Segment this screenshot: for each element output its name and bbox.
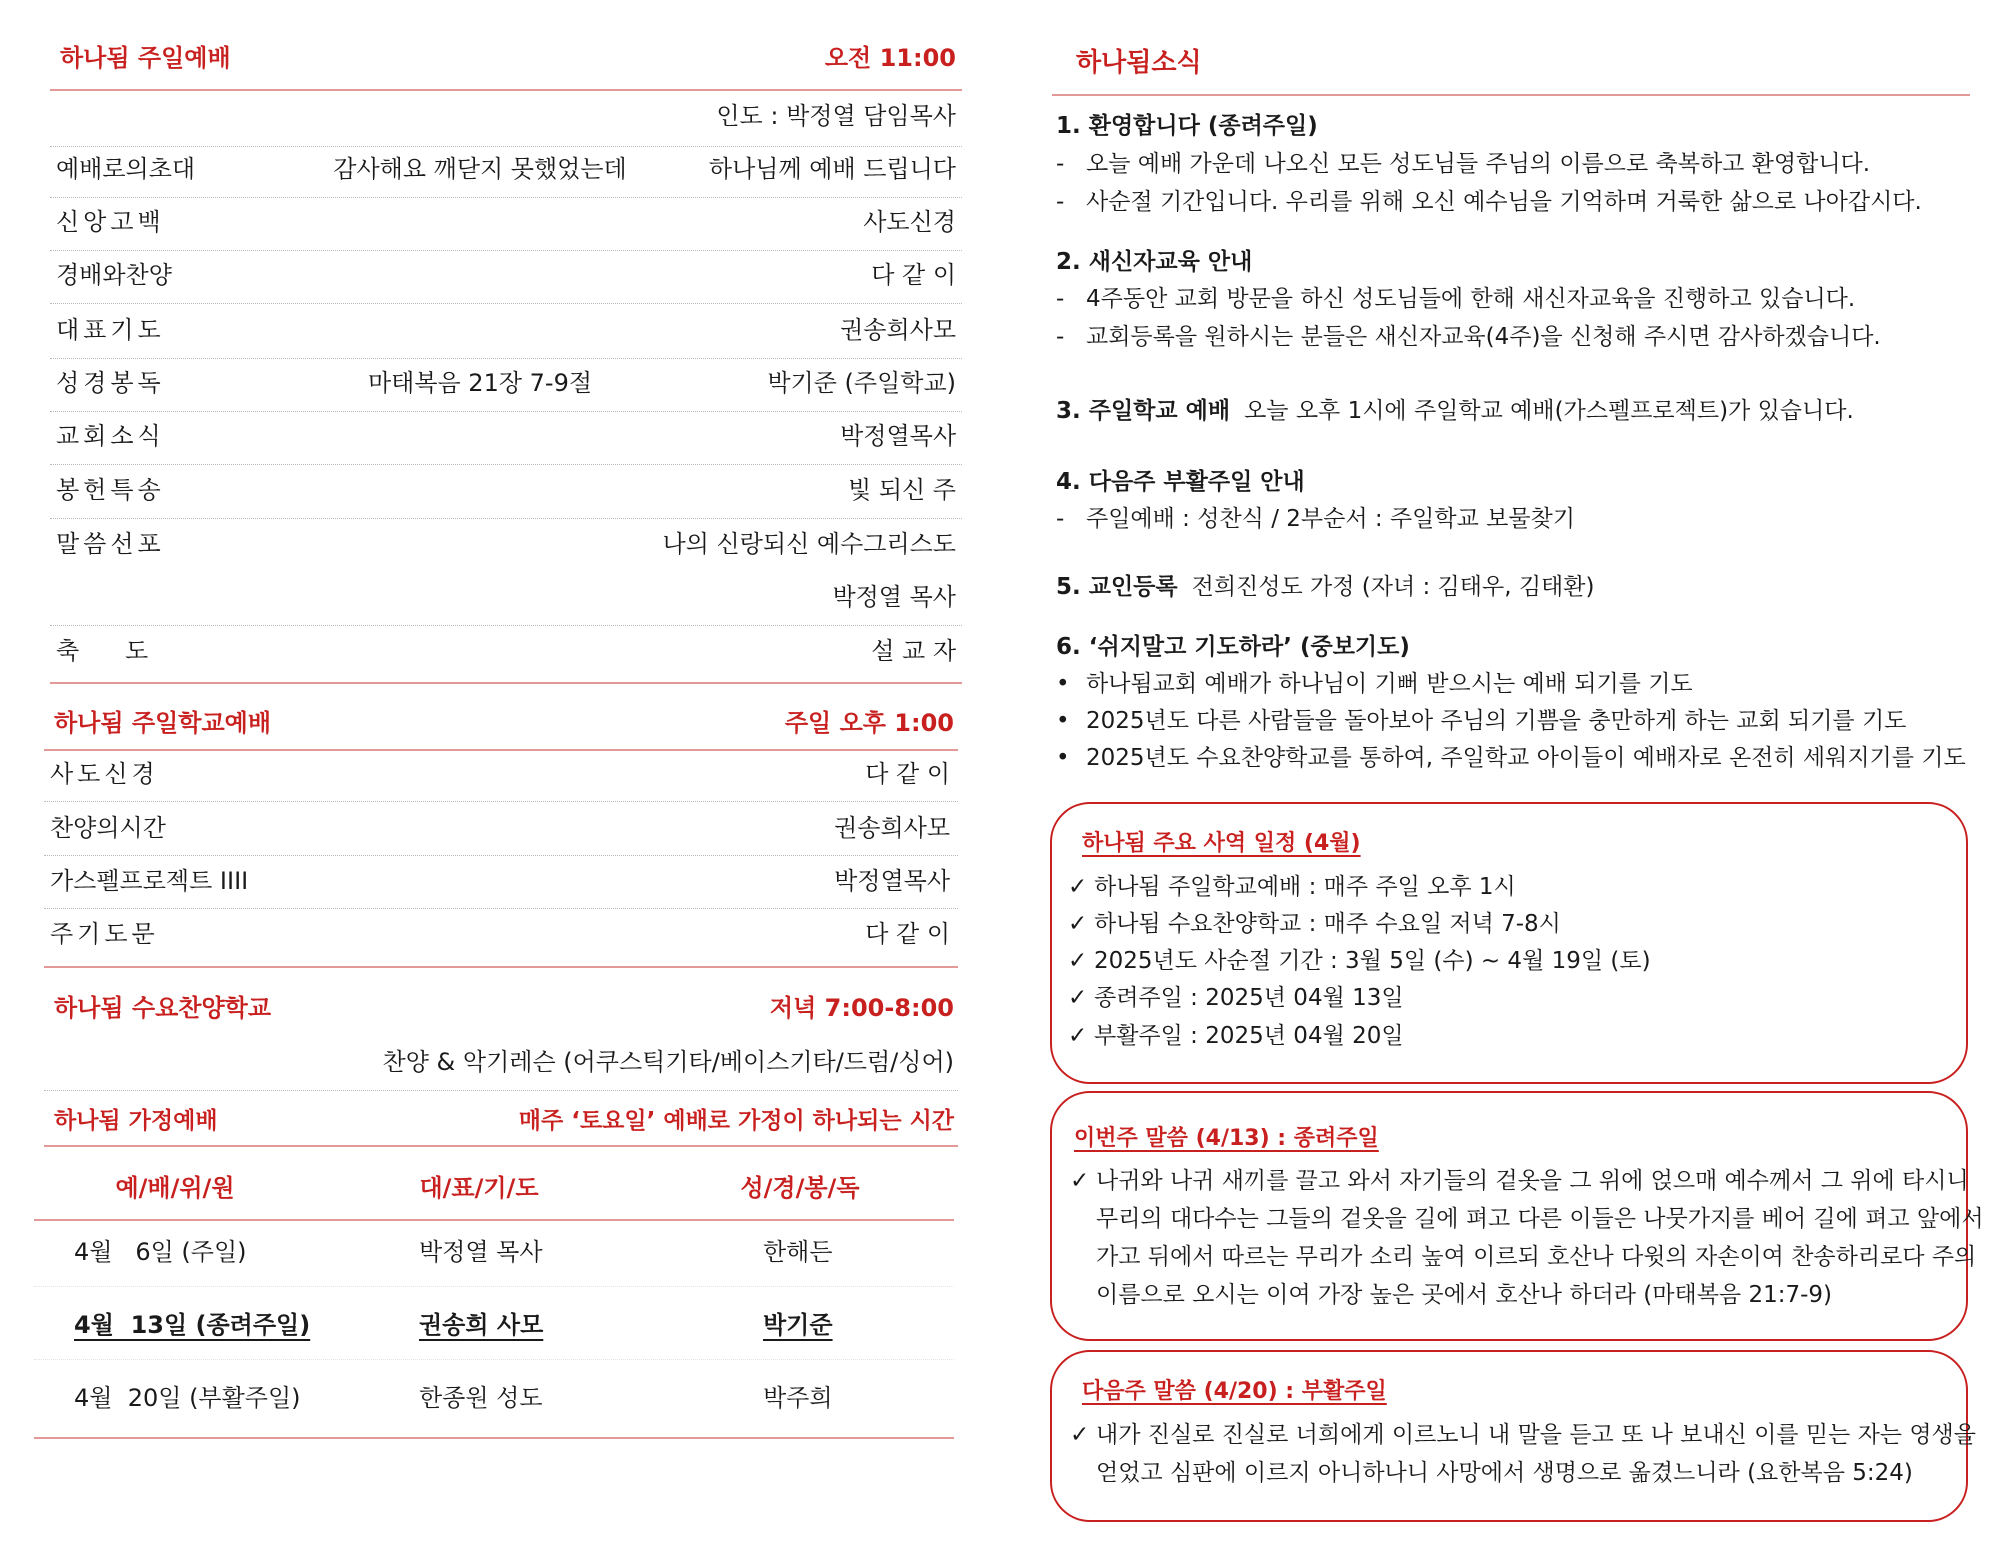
news-line xyxy=(1056,280,1855,313)
dotted-divider xyxy=(50,146,962,147)
schedule-item-text: 하나됨 주일학교예배 : 매주 주일 오후 1시 xyxy=(1094,874,1516,900)
check-icon: ✓ xyxy=(1068,985,1088,1011)
family-col-header-prayer: 대/표/기/도 xyxy=(419,1174,539,1202)
schedule-item xyxy=(1068,1017,1404,1050)
right-column xyxy=(1000,0,1998,1544)
order-detail: 감사해요 깨닫지 못했었는데 xyxy=(333,155,627,183)
dotted-divider xyxy=(50,303,962,304)
divider xyxy=(44,1145,958,1147)
news-heading-text: 4. 다음주 부활주일 안내 xyxy=(1056,469,1305,495)
order-leader: 사도신경 xyxy=(863,208,956,236)
worship-order-row xyxy=(56,527,956,561)
schedule-item xyxy=(1068,979,1404,1012)
order-label: 신앙고백 xyxy=(56,208,165,236)
order-leader: 박정열 목사 xyxy=(832,583,956,611)
check-icon: ✓ xyxy=(1068,911,1088,937)
wednesday-time: 저녁 7:00-8:00 xyxy=(769,994,954,1022)
family-title: 하나됨 가정예배 xyxy=(54,1108,218,1134)
worship-order-row xyxy=(56,152,956,186)
family-date: 4월 13일 (종려주일) xyxy=(74,1311,311,1339)
order-label: 예배로의초대 xyxy=(56,155,196,183)
news-heading xyxy=(1056,463,1305,496)
news-title: 하나됨소식 xyxy=(1076,48,1202,78)
order-detail: 마태복음 21장 7-9절 xyxy=(367,369,593,397)
family-date: 4월 6일 (주일) xyxy=(74,1238,247,1266)
divider xyxy=(50,682,962,684)
family-date: 4월 20일 (부활주일) xyxy=(74,1384,301,1412)
dotted-divider xyxy=(44,855,958,856)
next-week-title: 다음주 말씀 (4/20) : 부활주일 xyxy=(1082,1379,1387,1404)
schedule-item-text: 부활주일 : 2025년 04월 20일 xyxy=(1094,1023,1404,1049)
order-label: 교회소식 xyxy=(56,422,165,450)
news-line-text: 사순절 기간입니다. 우리를 위해 오신 예수님을 기억하며 거룩한 삶으로 나아갑시다. xyxy=(1086,189,1922,215)
bullet-icon: • xyxy=(1056,671,1070,697)
dotted-divider xyxy=(34,1359,954,1360)
worship-order-row xyxy=(56,258,956,292)
sunday-school-title: 하나됨 주일학교예배 xyxy=(54,709,272,737)
divider xyxy=(1052,94,1970,96)
family-subtitle: 매주 ‘토요일’ 예배로 가정이 하나되는 시간 xyxy=(518,1108,954,1134)
family-col-header-worship-member: 예/배/위/원 xyxy=(115,1174,235,1202)
next-week-verse xyxy=(1070,1416,1976,1492)
family-prayer: 권송희 사모 xyxy=(419,1311,544,1339)
check-icon: ✓ xyxy=(1068,874,1088,900)
order-leader: 권송희사모 xyxy=(840,316,956,344)
bullet-icon: • xyxy=(1056,708,1070,734)
school-order-row xyxy=(50,917,950,951)
this-week-line: 이름으로 오시는 이여 가장 높은 곳에서 호산나 하더라 (마태복음 21:7-9) xyxy=(1096,1282,1832,1308)
schedule-item xyxy=(1068,868,1516,901)
schedule-item-text: 하나됨 수요찬양학교 : 매주 수요일 저녁 7-8시 xyxy=(1094,911,1561,937)
order-leader: 박정열목사 xyxy=(834,867,950,895)
family-reading: 한해든 xyxy=(763,1238,833,1266)
this-week-verse xyxy=(1070,1162,1984,1314)
worship-time: 오전 11:00 xyxy=(824,44,956,72)
worship-leader-row xyxy=(56,99,956,133)
news-heading xyxy=(1056,568,1594,601)
order-leader: 다 같 이 xyxy=(865,920,950,948)
schedule-item xyxy=(1068,942,1651,975)
family-prayer: 한종원 성도 xyxy=(419,1384,543,1412)
order-label: 찬양의시간 xyxy=(50,814,166,842)
dotted-divider xyxy=(50,625,962,626)
news-line-text: 2025년도 다른 사람들을 돌아보아 주님의 기쁨을 충만하게 하는 교회 되기를 기도 xyxy=(1086,708,1907,734)
order-leader: 설 교 자 xyxy=(871,637,956,665)
order-label: 성경봉독 xyxy=(56,369,165,397)
news-line-text: 오늘 예배 가운데 나오신 모든 성도님들 주님의 이름으로 축복하고 환영합니다. xyxy=(1086,151,1871,177)
worship-order-row xyxy=(56,313,956,347)
sunday-school-time: 주일 오후 1:00 xyxy=(784,709,954,737)
worship-leader: 인도 : 박정열 담임목사 xyxy=(716,102,956,130)
dotted-divider xyxy=(50,411,962,412)
news-line xyxy=(1056,318,1881,351)
dotted-divider xyxy=(44,801,958,802)
family-prayer: 박정열 목사 xyxy=(419,1238,543,1266)
worship-order-row xyxy=(56,419,956,453)
news-heading xyxy=(1056,243,1252,276)
dotted-divider xyxy=(50,250,962,251)
divider xyxy=(44,966,958,968)
worship-order-row xyxy=(56,205,956,239)
news-line xyxy=(1056,702,1906,735)
dash-icon: - xyxy=(1056,324,1065,350)
news-line-text: 주일예배 : 성찬식 / 2부순서 : 주일학교 보물찾기 xyxy=(1086,506,1575,532)
family-reading: 박기준 xyxy=(763,1311,833,1339)
news-line-text: 2025년도 수요찬양학교를 통하여, 주일학교 아이들이 예배자로 온전히 세워지기를 기도 xyxy=(1086,745,1966,771)
divider xyxy=(50,89,962,91)
order-label: 사도신경 xyxy=(50,760,159,788)
divider xyxy=(34,1437,954,1439)
news-heading-text: 1. 환영합니다 (종려주일) xyxy=(1056,113,1318,139)
dotted-divider xyxy=(44,1090,958,1091)
news-line-text: 교회등록을 원하시는 분들은 새신자교육(4주)을 신청해 주시면 감사하겠습니다. xyxy=(1086,324,1881,350)
worship-order-row xyxy=(56,473,956,507)
news-heading-text: 3. 주일학교 예배 xyxy=(1056,398,1231,424)
order-leader: 빛 되신 주 xyxy=(848,476,956,504)
worship-header xyxy=(60,38,956,73)
worship-order-row xyxy=(56,366,956,400)
order-label: 주기도문 xyxy=(50,920,159,948)
order-leader: 박정열목사 xyxy=(840,422,956,450)
order-leader: 하나님께 예배 드립니다 xyxy=(708,155,956,183)
divider xyxy=(44,749,958,751)
sunday-school-header xyxy=(54,703,954,738)
news-line xyxy=(1056,183,1922,216)
school-order-row xyxy=(50,757,950,791)
this-week-line: 무리의 대다수는 그들의 겉옷을 길에 펴고 다른 이들은 나뭇가지를 베어 길에 펴고 앞에서 xyxy=(1096,1206,1984,1232)
worship-order-row xyxy=(56,580,956,614)
news-inline-text: 전희진성도 가정 (자녀 : 김태우, 김태환) xyxy=(1191,574,1595,600)
check-icon: ✓ xyxy=(1070,1168,1090,1194)
dotted-divider xyxy=(44,908,958,909)
order-leader: 나의 신랑되신 예수그리스도 xyxy=(662,530,956,558)
family-header xyxy=(54,1102,954,1135)
divider xyxy=(34,1219,954,1221)
order-label: 봉헌특송 xyxy=(56,476,165,504)
family-reading: 박주희 xyxy=(763,1384,833,1412)
dotted-divider xyxy=(50,518,962,519)
news-line xyxy=(1056,739,1966,772)
order-label: 경배와찬양 xyxy=(56,261,172,289)
schedule-item xyxy=(1068,905,1561,938)
news-line xyxy=(1056,500,1575,533)
this-week-line: 가고 뒤에서 따르는 무리가 소리 높여 이르되 호산나 다윗의 자손이여 찬송하리로다 주의 xyxy=(1096,1244,1977,1270)
news-line-text: 하나됨교회 예배가 하나님이 기뻐 받으시는 예배 되기를 기도 xyxy=(1086,671,1693,697)
family-col-header-reading: 성/경/봉/독 xyxy=(740,1174,860,1202)
schedule-item-text: 2025년도 사순절 기간 : 3월 5일 (수) ~ 4월 19일 (토) xyxy=(1094,948,1651,974)
next-week-line: 얻었고 심판에 이르지 아니하나니 사망에서 생명으로 옮겼느니라 (요한복음 5:24) xyxy=(1096,1460,1913,1486)
check-icon: ✓ xyxy=(1070,1422,1090,1448)
order-leader: 박기준 (주일학교) xyxy=(767,369,956,397)
wednesday-header xyxy=(54,988,954,1023)
next-week-line: 내가 진실로 진실로 너희에게 이르노니 내 말을 듣고 또 나 보내신 이를 믿는 자는 영생을 xyxy=(1096,1422,1976,1448)
school-order-row xyxy=(50,811,950,845)
dotted-divider xyxy=(50,464,962,465)
order-label: 말씀선포 xyxy=(56,530,165,558)
worship-title: 하나됨 주일예배 xyxy=(60,44,231,72)
news-line-text: 4주동안 교회 방문을 하신 성도님들에 한해 새신자교육을 진행하고 있습니다. xyxy=(1086,286,1856,312)
dotted-divider xyxy=(50,197,962,198)
dash-icon: - xyxy=(1056,286,1065,312)
news-heading-text: 2. 새신자교육 안내 xyxy=(1056,249,1253,275)
order-leader: 다 같 이 xyxy=(865,760,950,788)
news-inline-text: 오늘 오후 1시에 주일학교 예배(가스펠프로젝트)가 있습니다. xyxy=(1244,398,1854,424)
news-line xyxy=(1056,665,1693,698)
dash-icon: - xyxy=(1056,151,1065,177)
order-leader: 다 같 이 xyxy=(871,261,956,289)
news-heading xyxy=(1056,392,1854,425)
news-heading xyxy=(1056,628,1410,661)
worship-order-row xyxy=(56,634,956,668)
check-icon: ✓ xyxy=(1068,1023,1088,1049)
this-week-title: 이번주 말씀 (4/13) : 종려주일 xyxy=(1074,1126,1379,1151)
news-heading-text: 6. ‘쉬지말고 기도하라’ (중보기도) xyxy=(1056,634,1410,660)
order-label: 가스펠프로젝트 IIII xyxy=(50,867,249,895)
order-label: 대표기도 xyxy=(56,316,165,344)
bullet-icon: • xyxy=(1056,745,1070,771)
dotted-divider xyxy=(34,1286,954,1287)
wednesday-desc-row xyxy=(54,1045,954,1079)
schedule-item-text: 종려주일 : 2025년 04월 13일 xyxy=(1094,985,1404,1011)
school-order-row xyxy=(50,864,950,898)
order-label: 축 도 xyxy=(56,637,149,665)
dotted-divider xyxy=(50,358,962,359)
wednesday-desc: 찬양 & 악기레슨 (어쿠스틱기타/베이스기타/드럼/싱어) xyxy=(382,1048,954,1076)
news-line xyxy=(1056,145,1870,178)
schedule-title: 하나됨 주요 사역 일정 (4월) xyxy=(1082,831,1361,856)
dash-icon: - xyxy=(1056,506,1065,532)
wednesday-title: 하나됨 수요찬양학교 xyxy=(54,994,272,1022)
this-week-line: 나귀와 나귀 새끼를 끌고 와서 자기들의 겉옷을 그 위에 얹으매 예수께서 그 위에 타시니 xyxy=(1096,1168,1969,1194)
news-heading xyxy=(1056,107,1318,140)
check-icon: ✓ xyxy=(1068,948,1088,974)
order-leader: 권송희사모 xyxy=(834,814,950,842)
dash-icon: - xyxy=(1056,189,1065,215)
news-heading-text: 5. 교인등록 xyxy=(1056,574,1178,600)
